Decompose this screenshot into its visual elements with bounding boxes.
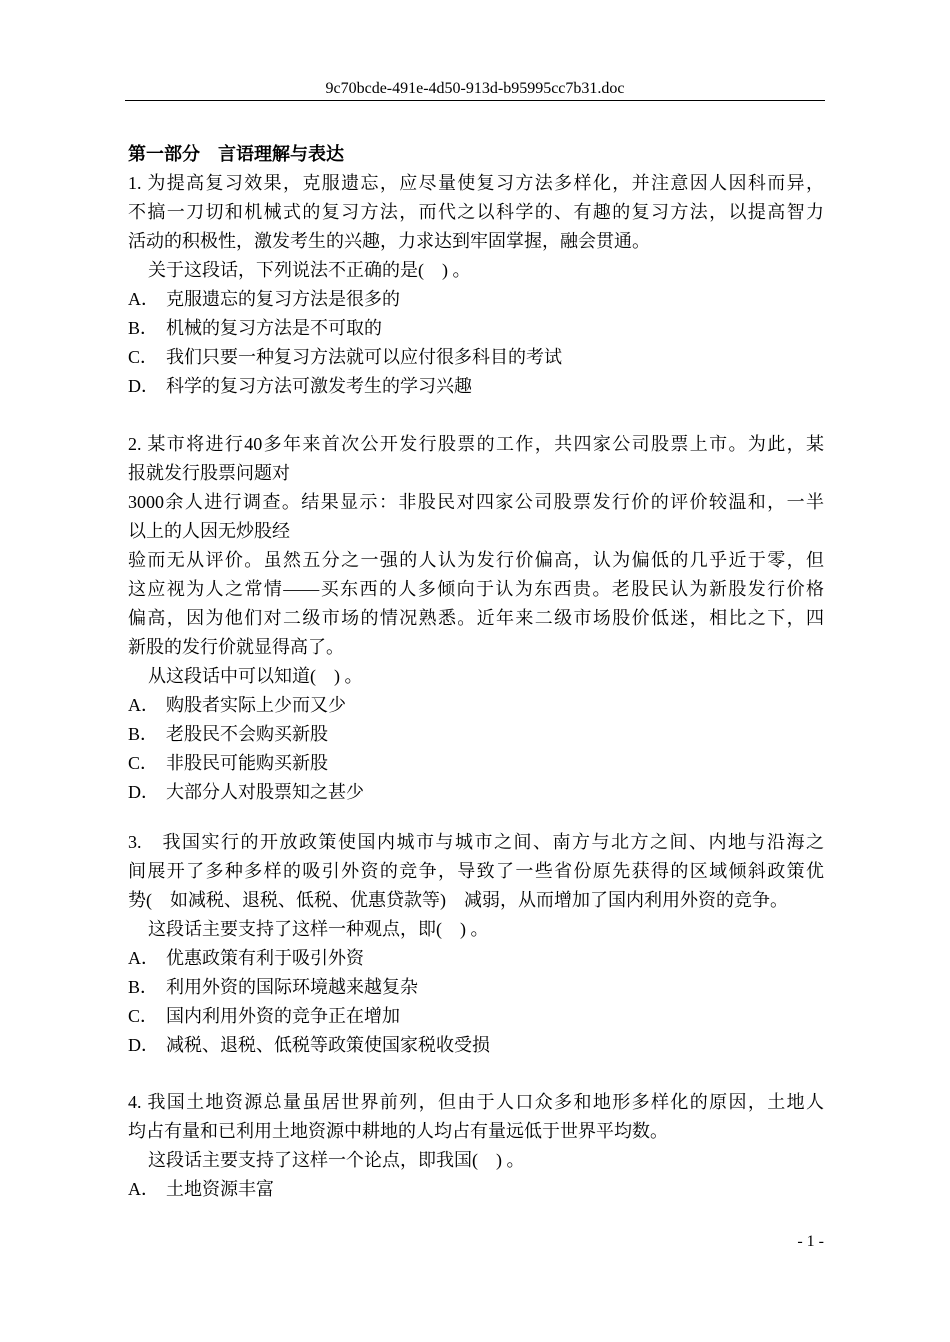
q2-text-line: 偏高，因为他们对二级市场的情况熟悉。近年来二级市场股价低迷，相比之下，四 bbox=[128, 608, 824, 628]
option-text: 老股民不会购买新股 bbox=[166, 724, 328, 744]
option-text: 非股民可能购买新股 bbox=[166, 753, 328, 773]
section-title: 第一部分 言语理解与表达 bbox=[128, 144, 344, 164]
q3-option-a bbox=[128, 944, 364, 972]
option-letter: A． bbox=[128, 1179, 159, 1199]
q2-text-line: 新股的发行价就显得高了。 bbox=[128, 637, 344, 657]
option-letter: B． bbox=[128, 724, 159, 744]
option-text: 利用外资的国际环境越来越复杂 bbox=[166, 977, 418, 997]
q2-option-d bbox=[128, 778, 364, 806]
q2-text-line: 以上的人因无炒股经 bbox=[128, 521, 290, 541]
document-filename-header: 9c70bcde-491e-4d50-913d-b95995cc7b31.doc bbox=[325, 80, 625, 97]
option-letter: C． bbox=[128, 347, 159, 367]
q3-text-line: 3. 我国实行的开放政策使国内城市与城市之间、南方与北方之间、内地与沿海之 bbox=[128, 832, 824, 852]
option-text: 大部分人对股票知之甚少 bbox=[166, 782, 364, 802]
q4-text-line: 4. 我国土地资源总量虽居世界前列，但由于人口众多和地形多样化的原因，土地人 bbox=[128, 1092, 824, 1112]
option-letter: A． bbox=[128, 948, 159, 968]
q3-prompt: 这段话主要支持了这样一种观点，即( ) 。 bbox=[148, 919, 489, 939]
option-text: 克服遗忘的复习方法是很多的 bbox=[166, 289, 400, 309]
q3-text-line: 势( 如减税、退税、低税、优惠贷款等) 减弱，从而增加了国内利用外资的竞争。 bbox=[128, 890, 788, 910]
option-text: 优惠政策有利于吸引外资 bbox=[166, 948, 364, 968]
page-number: - 1 - bbox=[797, 1233, 824, 1250]
q1-option-c bbox=[128, 343, 562, 371]
q4-option-a bbox=[128, 1175, 274, 1203]
q2-text-line: 这应视为人之常情——买东西的人多倾向于认为东西贵。老股民认为新股发行价格 bbox=[128, 579, 824, 599]
option-text: 土地资源丰富 bbox=[166, 1179, 274, 1199]
option-letter: D． bbox=[128, 376, 159, 396]
option-letter: A． bbox=[128, 289, 159, 309]
q2-option-c bbox=[128, 749, 328, 777]
option-text: 购股者实际上少而又少 bbox=[166, 695, 346, 715]
q2-prompt: 从这段话中可以知道( ) 。 bbox=[148, 666, 363, 686]
option-letter: D． bbox=[128, 782, 159, 802]
option-text: 科学的复习方法可激发考生的学习兴趣 bbox=[166, 376, 472, 396]
option-text: 国内利用外资的竞争正在增加 bbox=[166, 1006, 400, 1026]
q2-text-line: 2. 某市将进行40多年来首次公开发行股票的工作，共四家公司股票上市。为此，某 bbox=[128, 434, 824, 454]
option-letter: D． bbox=[128, 1035, 159, 1055]
option-letter: B． bbox=[128, 318, 159, 338]
q3-option-b bbox=[128, 973, 418, 1001]
option-letter: A． bbox=[128, 695, 159, 715]
q1-option-b bbox=[128, 314, 382, 342]
q2-option-a bbox=[128, 691, 346, 719]
option-text: 我们只要一种复习方法就可以应付很多科目的考试 bbox=[166, 347, 562, 367]
q4-text-line: 均占有量和已利用土地资源中耕地的人均占有量远低于世界平均数。 bbox=[128, 1121, 668, 1141]
q3-text-line: 间展开了多种多样的吸引外资的竞争，导致了一些省份原先获得的区域倾斜政策优 bbox=[128, 861, 824, 881]
header-rule bbox=[125, 100, 825, 101]
q1-option-d bbox=[128, 372, 472, 400]
q1-text-line: 活动的积极性，激发考生的兴趣，力求达到牢固掌握，融会贯通。 bbox=[128, 231, 650, 251]
option-text: 机械的复习方法是不可取的 bbox=[166, 318, 382, 338]
q3-option-c bbox=[128, 1002, 400, 1030]
q1-text-line: 不搞一刀切和机械式的复习方法，而代之以科学的、有趣的复习方法，以提高智力 bbox=[128, 202, 824, 222]
q1-prompt: 关于这段话，下列说法不正确的是( ) 。 bbox=[148, 260, 471, 280]
option-text: 减税、退税、低税等政策使国家税收受损 bbox=[166, 1035, 490, 1055]
option-letter: C． bbox=[128, 1006, 159, 1026]
option-letter: B． bbox=[128, 977, 159, 997]
q2-text-line: 验而无从评价。虽然五分之一强的人认为发行价偏高，认为偏低的几乎近于零，但 bbox=[128, 550, 824, 570]
q2-text-line: 报就发行股票问题对 bbox=[128, 463, 290, 483]
option-letter: C． bbox=[128, 753, 159, 773]
q1-text-line: 1. 为提高复习效果，克服遗忘，应尽量使复习方法多样化，并注意因人因科而异， bbox=[128, 173, 824, 193]
q2-option-b bbox=[128, 720, 328, 748]
q4-prompt: 这段话主要支持了这样一个论点，即我国( ) 。 bbox=[148, 1150, 525, 1170]
q3-option-d bbox=[128, 1031, 490, 1059]
q2-text-line: 3000余人进行调查。结果显示：非股民对四家公司股票发行价的评价较温和，一半 bbox=[128, 492, 824, 512]
q1-option-a bbox=[128, 285, 400, 313]
